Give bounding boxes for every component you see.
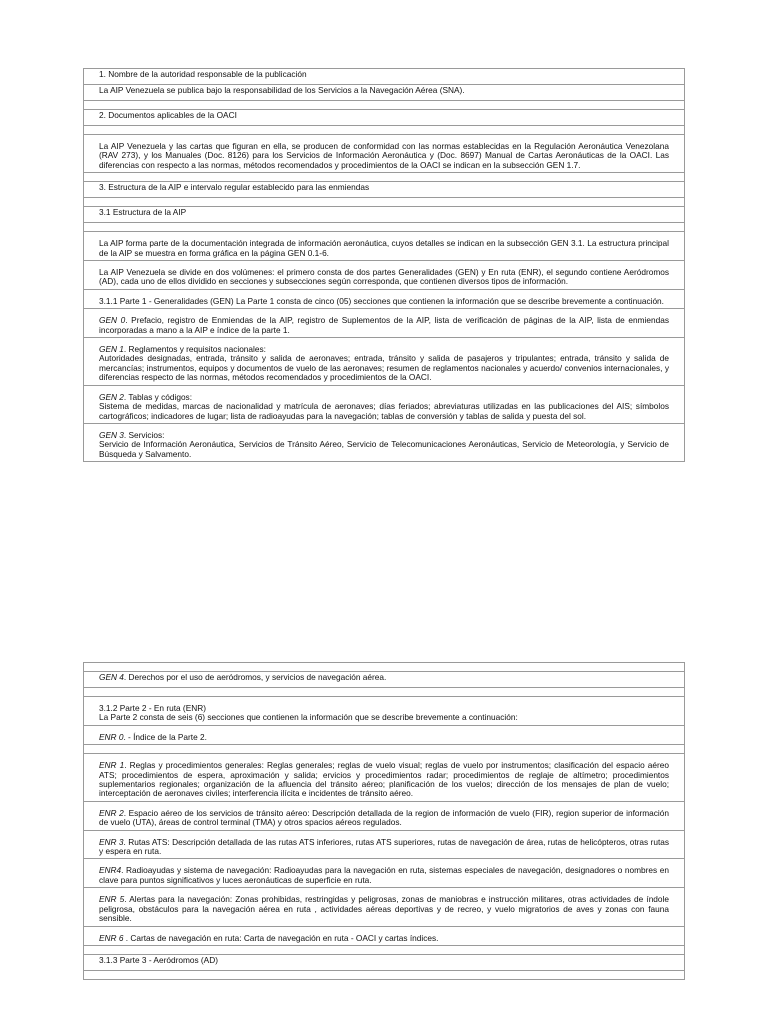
enr-1-entry [84,754,685,802]
enr-5-text: . Alertas para la navegación: Zonas prohibidas, restringidas y peligrosas, zonas de maniobras e instrucción militares, otras actividades de índole peligrosa, obstáculos para la navegación aérea en ruta , actividades aéreas deportivas y de recreo, y vuelo migratorios de aves y zonas con fauna sensible. [99,894,669,924]
section-3-1-title: 3.1 Estructura de la AIP [84,207,685,223]
section-3-1-3-title: 3.1.3 Parte 3 - Aeródromos (AD) [84,954,685,970]
spacer-row [84,173,685,182]
enr-3-label: ENR 3 [99,836,124,847]
enr-2-text: . Espacio aéreo de los servicios de tránsito aéreo: Descripción detallada de la region de información de vuelo (FIR), region superior de información de vuelo (UTA), áreas de control terminal (TMA) y otros spacios aéreos regulados. [99,807,669,828]
section-3-1-text-2: La AIP Venezuela se divide en dos volúmenes: el primero consta de dos partes Generalidades (GEN) y En ruta (ENR), el segundo contiene Aeródromos (AD), cada uno de ellos dividido en secciones y subsecciones según corresponda, que contienen diversos tipos de información. [84,261,685,290]
gen-3-title: . Servicios: [123,429,165,440]
enr-4-entry [84,859,685,888]
gen-2-entry [84,385,685,423]
enr-6-label: ENR 6 [99,932,124,943]
section-2-title: 2. Documentos aplicables de la OACI [84,110,685,126]
gen-2-text: Sistema de medidas, marcas de nacionalidad y matrícula de aeronaves; días feriados; abreviaturas utilizadas en las publicaciones del AIS; símbolos cartográficos; indicadores de lugar; lista de radioayudas para la navegación; tablas de conversión y tablas de salida y puesta del sol. [99,401,669,421]
spacer-row [84,223,685,232]
gen-2-label: GEN 2 [99,391,124,402]
spacer-row [84,101,685,110]
enr-0-text: . - Índice de la Parte 2. [123,731,207,742]
enr-1-text: . Reglas y procedimientos generales: Reglas generales; reglas de vuelo visual; reglas de vuelo por instrumentos; clasificación del espacio aéreo ATS; procedimientos de espera, aproximación y salida; ervicios y procedimientos radar; procedimientos de reglaje de altímetro; procedimientos suplementarios regionales; organización de la afluencia del tránsito aéreo; planificación de los vuelos; dirección de los mensajes de plan de vuelo; interceptación de aeronaves civiles; interferencia ilícita e incidentes de tránsito aéreo. [99,760,670,799]
gen-1-entry [84,338,685,386]
gen-3-entry [84,423,685,461]
enr-2-entry [84,801,685,830]
section-1-title: 1. Nombre de la autoridad responsable de la publicación [84,69,685,85]
spacer-row [84,945,685,954]
section-2-text: La AIP Venezuela y las cartas que figuran en ella, se producen de conformidad con las normas establecidas en la Regulación Aeronáutica Venezolana (RAV 273), y los Manuales (Doc. 8126) para los Servicios de Información Aeronáutica y (Doc. 8697) Manual de Cartas Aeronáuticas de la OACI. Las diferencias con respecto a las normas, métodos recomendados y procedimientos de la OACI se indican en la subsección GEN 1.7. [84,135,685,173]
gen-1-title: . Reglamentos y requisitos nacionales: [123,344,266,355]
gen-0-entry [84,309,685,338]
spacer-row [84,663,685,672]
gen-4-label: GEN 4 [99,672,124,682]
gen-3-text: Servicio de Información Aeronáutica, Servicios de Tránsito Aéreo, Servicio de Telecomunicaciones Aeronáuticas, Servicio de Meteorología, y Servicio de Búsqueda y Salvamento. [99,439,669,459]
gen-3-label: GEN 3 [99,429,124,440]
enr-3-entry [84,830,685,859]
gen-4-entry [84,672,685,688]
enr-6-text: . Cartas de navegación en ruta: Carta de navegación en ruta - OACI y cartas índices. [123,932,439,943]
enr-3-text: . Rutas ATS: Descripción detallada de las rutas ATS inferiores, rutas ATS superiores, rutas de navegación de área, rutas de helicópteros, otras rutas y espera en ruta. [99,836,670,857]
gen-2-title: . Tablas y códigos: [123,391,193,402]
enr-1-label: ENR 1 [99,760,125,771]
spacer-row [84,126,685,135]
aip-section-table-page-2 [83,662,685,980]
enr-0-entry [84,725,685,744]
aip-section-table-page-1 [83,68,685,462]
enr-4-label: ENR4 [99,865,122,876]
spacer-row [84,745,685,754]
enr-0-label: ENR 0 [99,731,124,742]
section-3-1-2-title: 3.1.2 Parte 2 - En ruta (ENR) [99,703,206,713]
enr-5-label: ENR 5 [99,894,125,905]
gen-1-label: GEN 1 [99,344,124,355]
gen-0-label: GEN 0 [99,315,126,326]
spacer-row [84,688,685,697]
enr-2-label: ENR 2 [99,807,124,818]
section-1-text: La AIP Venezuela se publica bajo la responsabilidad de los Servicios a la Navegación Aérea (SNA). [84,85,685,101]
gen-0-text: . Prefacio, registro de Enmiendas de la AIP, registro de Suplementos de la AIP, lista de verificación de páginas de la AIP, lista de enmiendas incorporadas a mano a la AIP e índice de la parte 1. [99,315,669,335]
gen-4-text: . Derechos por el uso de aeródromos, y servicios de navegación aérea. [123,672,387,682]
enr-5-entry [84,888,685,926]
enr-4-text: . Radioayudas y sistema de navegación: Radioayudas para la navegación en ruta, sistemas especiales de navegación, designadores o nombres en clave para puntos significativos y luces aeronáuticas de superficie en ruta. [99,865,669,885]
gen-1-text: Autoridades designadas, entrada, tránsito y salida de aeronaves; entrada, tránsito y salida de pasajeros y tripulantes; entrada, tránsito y salida de mercancías; instrumentos, equipos y documentos de vuelo de las aeronaves; resumen de reglamentos nacionales y acuerdo/ convenios internacionales, y diferencias respecto de las normas, métodos recomendados y procedimientos de la OACI. [99,353,669,383]
section-3-title: 3. Estructura de la AIP e intervalo regular establecido para las enmiendas [84,182,685,198]
spacer-row [84,198,685,207]
section-3-1-2-text: La Parte 2 consta de seis (6) secciones que contienen la información que se describe brevemente a continuación: [99,712,518,723]
section-3-1-1-text: 3.1.1 Parte 1 - Generalidades (GEN) La Parte 1 consta de cinco (05) secciones que contienen la información que se describe brevemente a continuación. [84,289,685,308]
enr-6-entry [84,926,685,945]
spacer-row [84,970,685,979]
section-3-1-text-1: La AIP forma parte de la documentación integrada de información aeronáutica, cuyos detalles se indican en la subsección GEN 3.1. La estructura principal de la AIP se muestra en forma gráfica en la página GEN 0.1-6. [84,232,685,261]
section-3-1-2-entry [84,697,685,726]
